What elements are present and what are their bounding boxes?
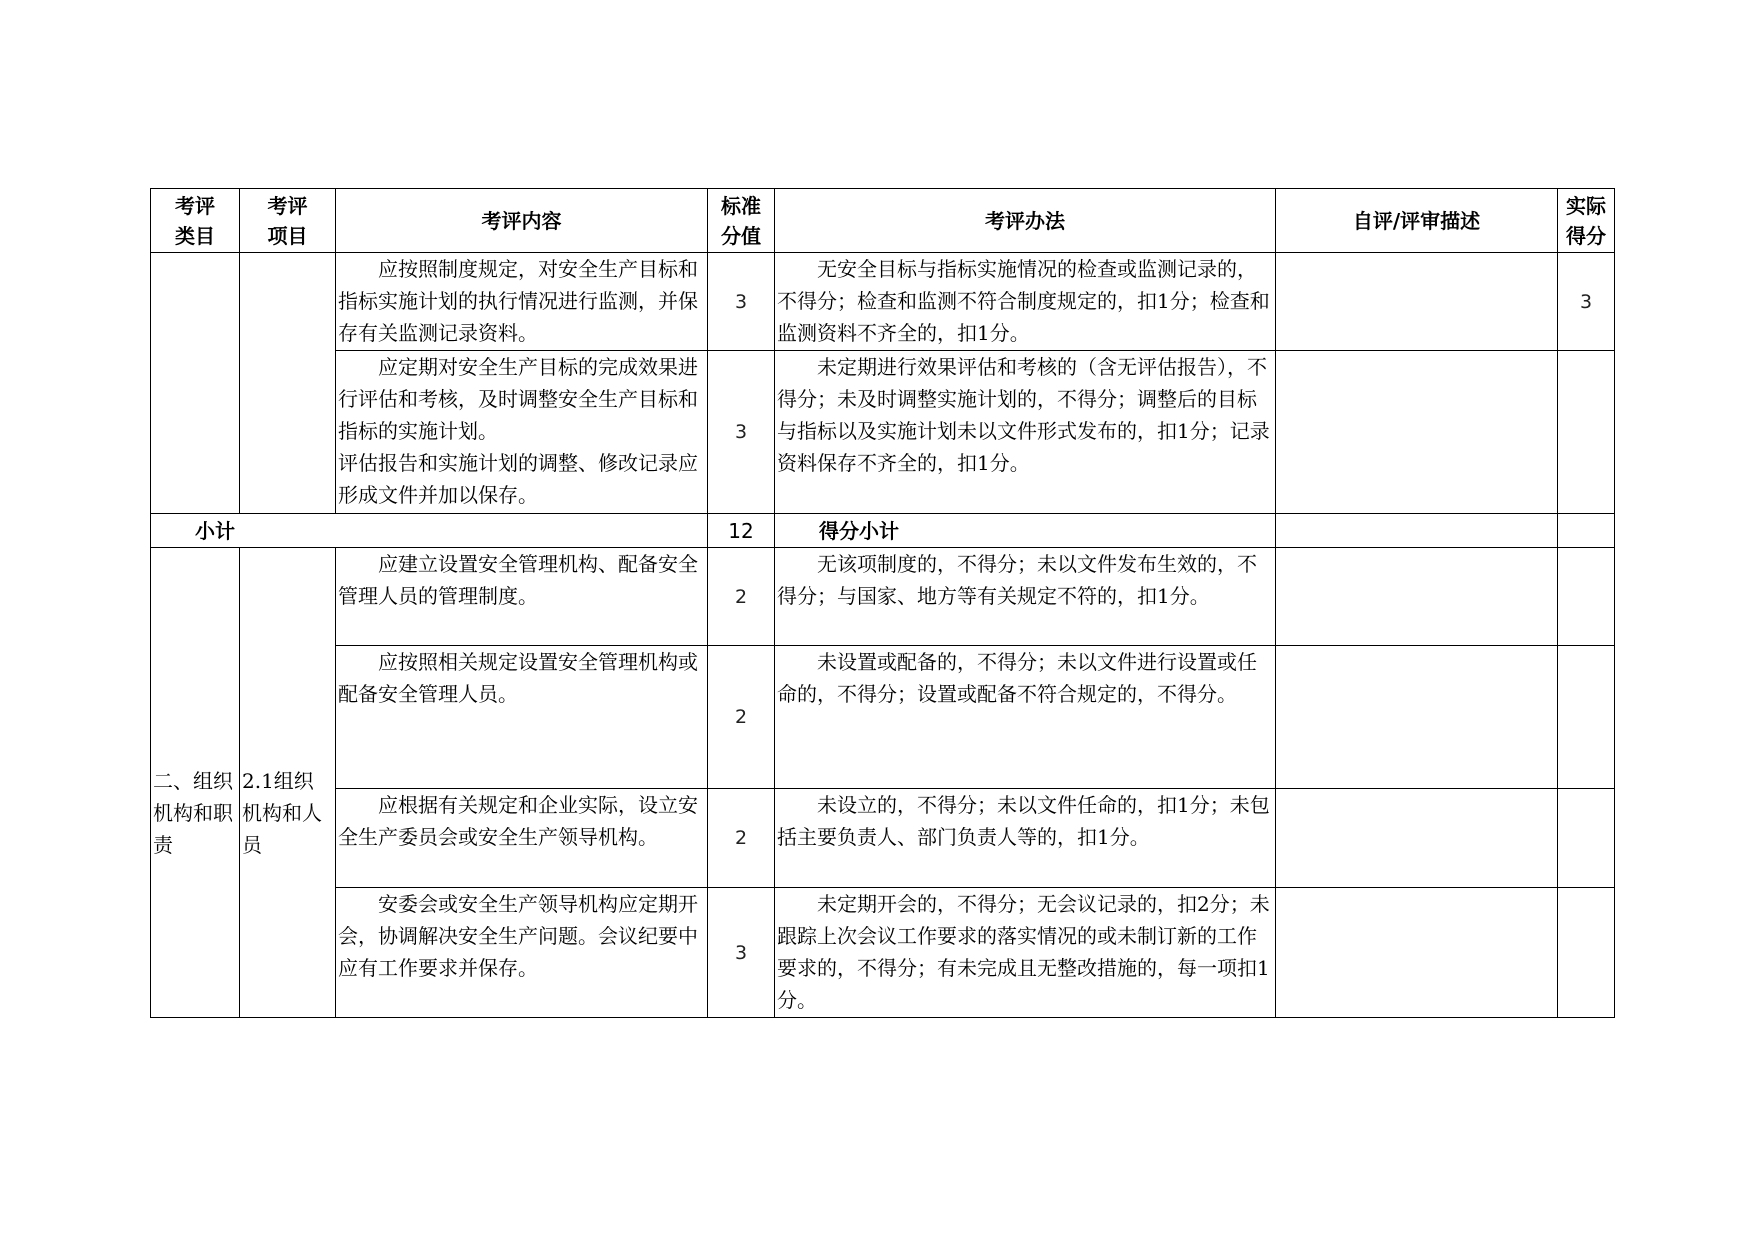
standard-score-cell: 3 bbox=[708, 888, 775, 1018]
header-item: 考评 项目 bbox=[240, 189, 336, 253]
subtotal-method-label: 得分小计 bbox=[775, 514, 1276, 548]
table-row bbox=[151, 253, 1615, 351]
actual-score-cell[interactable] bbox=[1558, 888, 1615, 1018]
method-text: 未定期进行效果评估和考核的（含无评估报告），不得分；未及时调整实施计划的，不得分；调整后的目标与指标以及实施计划未以文件形式发布的，扣1分；记录资料保存不齐全的，扣1分。 bbox=[777, 355, 1270, 475]
actual-score-cell[interactable] bbox=[1558, 789, 1615, 888]
actual-score-cell[interactable] bbox=[1558, 351, 1615, 514]
actual-score-cell[interactable] bbox=[1558, 548, 1615, 646]
method-text: 未定期开会的，不得分；无会议记录的，扣2分；未跟踪上次会议工作要求的落实情况的或未制订新的工作要求的，不得分；有未完成且无整改措施的，每一项扣1分。 bbox=[777, 892, 1270, 1012]
method-cell bbox=[775, 646, 1276, 789]
standard-score-cell: 3 bbox=[708, 351, 775, 514]
self-review-cell[interactable] bbox=[1276, 253, 1558, 351]
method-cell bbox=[775, 351, 1276, 514]
evaluation-table bbox=[150, 188, 1615, 1018]
subtotal-actual-cell[interactable] bbox=[1558, 514, 1615, 548]
self-review-cell[interactable] bbox=[1276, 646, 1558, 789]
subtotal-review-cell[interactable] bbox=[1276, 514, 1558, 548]
method-text: 无安全目标与指标实施情况的检查或监测记录的，不得分；检查和监测不符合制度规定的，扣1分；检查和监测资料不齐全的，扣1分。 bbox=[777, 257, 1270, 345]
self-review-cell[interactable] bbox=[1276, 548, 1558, 646]
content-cell bbox=[336, 253, 708, 351]
method-text: 无该项制度的，不得分；未以文件发布生效的，不得分；与国家、地方等有关规定不符的，扣1分。 bbox=[777, 552, 1257, 608]
table-row bbox=[151, 888, 1615, 1018]
method-cell bbox=[775, 789, 1276, 888]
standard-score-cell: 2 bbox=[708, 646, 775, 789]
category-cell-empty bbox=[151, 253, 240, 514]
method-cell bbox=[775, 253, 1276, 351]
subtotal-row bbox=[151, 514, 1615, 548]
subtotal-score: 12 bbox=[708, 514, 775, 548]
standard-score-cell: 3 bbox=[708, 253, 775, 351]
item-cell-empty bbox=[240, 253, 336, 514]
header-content: 考评内容 bbox=[336, 189, 708, 253]
self-review-cell[interactable] bbox=[1276, 789, 1558, 888]
content-cell bbox=[336, 888, 708, 1018]
table-row bbox=[151, 351, 1615, 514]
self-review-cell[interactable] bbox=[1276, 888, 1558, 1018]
content-cell bbox=[336, 646, 708, 789]
self-review-cell[interactable] bbox=[1276, 351, 1558, 514]
category-cell: 二、组织机构和职责 bbox=[151, 548, 240, 1018]
standard-score-cell: 2 bbox=[708, 789, 775, 888]
content-text: 应根据有关规定和企业实际，设立安全生产委员会或安全生产领导机构。 bbox=[338, 793, 698, 849]
content-text: 安委会或安全生产领导机构应定期开会，协调解决安全生产问题。会议纪要中应有工作要求并保存。 bbox=[338, 892, 698, 980]
method-cell bbox=[775, 548, 1276, 646]
table-header-row bbox=[151, 189, 1615, 253]
method-text: 未设立的，不得分；未以文件任命的，扣1分；未包括主要负责人、部门负责人等的，扣1分。 bbox=[777, 793, 1270, 849]
header-standard-score: 标准 分值 bbox=[708, 189, 775, 253]
method-cell bbox=[775, 888, 1276, 1018]
header-method: 考评办法 bbox=[775, 189, 1276, 253]
table-row bbox=[151, 789, 1615, 888]
item-cell: 2.1组织机构和人员 bbox=[240, 548, 336, 1018]
standard-score-cell: 2 bbox=[708, 548, 775, 646]
table-row bbox=[151, 548, 1615, 646]
content-cell bbox=[336, 789, 708, 888]
actual-score-cell[interactable]: 3 bbox=[1558, 253, 1615, 351]
method-text: 未设置或配备的，不得分；未以文件进行设置或任命的，不得分；设置或配备不符合规定的，不得分。 bbox=[777, 650, 1257, 706]
content-text: 应按照相关规定设置安全管理机构或配备安全管理人员。 bbox=[338, 650, 698, 706]
content-cell bbox=[336, 548, 708, 646]
header-self-review: 自评/评审描述 bbox=[1276, 189, 1558, 253]
table-row bbox=[151, 646, 1615, 789]
header-category: 考评 类目 bbox=[151, 189, 240, 253]
content-text: 应按照制度规定，对安全生产目标和指标实施计划的执行情况进行监测，并保存有关监测记录资料。 bbox=[338, 257, 698, 345]
content-text: 应建立设置安全管理机构、配备安全管理人员的管理制度。 bbox=[338, 552, 698, 608]
content-text: 应定期对安全生产目标的完成效果进行评估和考核，及时调整安全生产目标和指标的实施计划。 评估报告和实施计划的调整、修改记录应形成文件并加以保存。 bbox=[338, 355, 698, 507]
content-cell bbox=[336, 351, 708, 514]
header-actual-score: 实际 得分 bbox=[1558, 189, 1615, 253]
actual-score-cell[interactable] bbox=[1558, 646, 1615, 789]
subtotal-label: 小计 bbox=[151, 514, 708, 548]
